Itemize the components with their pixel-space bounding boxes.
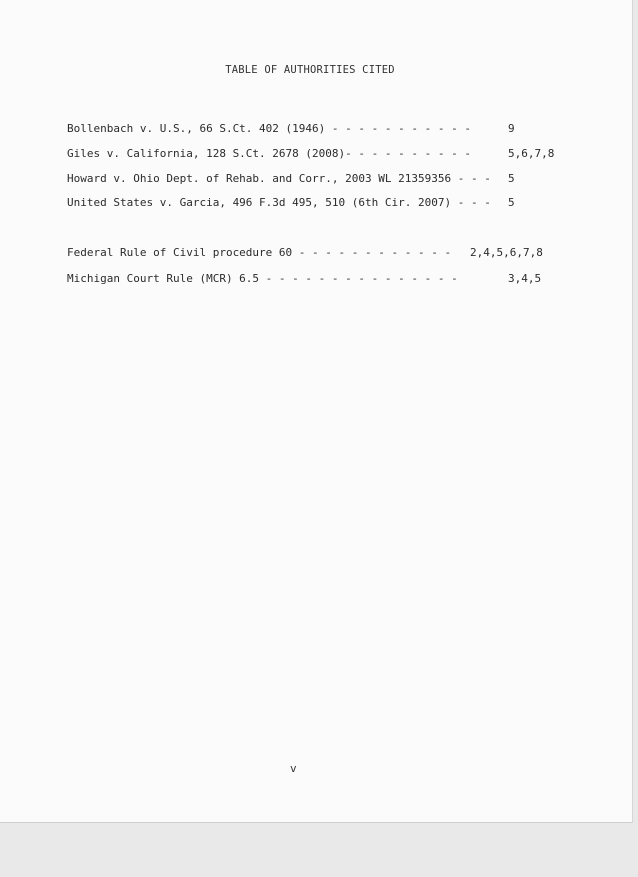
case-pages-howard: 5 [508, 172, 515, 185]
case-entry-howard: Howard v. Ohio Dept. of Rehab. and Corr., 2003 WL 21359356 - - - [67, 172, 491, 185]
rule-entry-frcp-60: Federal Rule of Civil procedure 60 - - - - - - - - - - - - [67, 246, 452, 259]
case-entry-giles: Giles v. California, 128 S.Ct. 2678 (2008)- - - - - - - - - - [67, 147, 471, 160]
case-entry-bollenbach: Bollenbach v. U.S., 66 S.Ct. 402 (1946) - - - - - - - - - - - [67, 122, 471, 135]
rule-pages-frcp-60: 2,4,5,6,7,8 [470, 246, 543, 259]
rule-entry-mcr-6-5: Michigan Court Rule (MCR) 6.5 - - - - - - - - - - - - - - - [67, 272, 458, 285]
page-title: TABLE OF AUTHORITIES CITED [225, 64, 395, 76]
case-pages-bollenbach: 9 [508, 122, 515, 135]
case-pages-garcia: 5 [508, 196, 515, 209]
case-pages-giles: 5,6,7,8 [508, 147, 555, 160]
page-number: v [290, 762, 297, 775]
case-entry-garcia: United States v. Garcia, 496 F.3d 495, 510 (6th Cir. 2007) - - - [67, 196, 491, 209]
rule-pages-mcr-6-5: 3,4,5 [508, 272, 542, 285]
